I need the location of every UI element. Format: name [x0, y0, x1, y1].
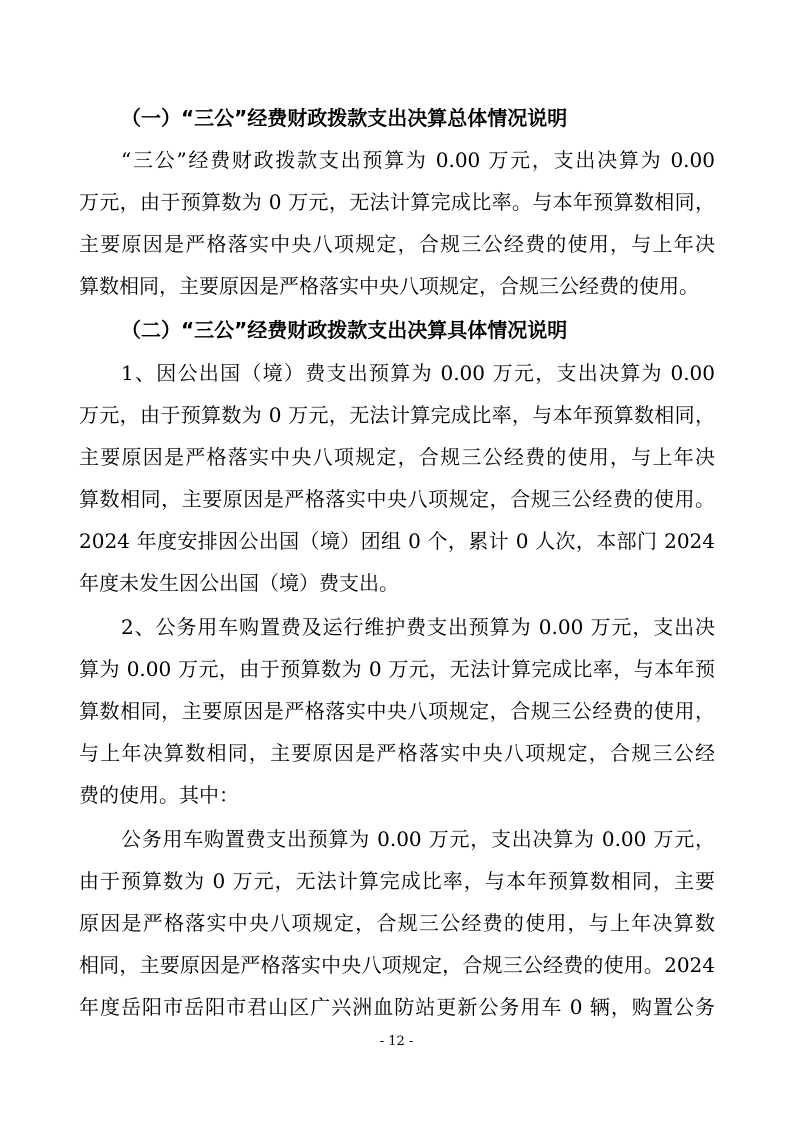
paragraph-line: “三公”经费财政拨款支出预算为 0.00 万元，支出决算为 0.00 [121, 148, 715, 172]
paragraph-line: 算数相同，主要原因是严格落实中央八项规定，合规三公经费的使用， [79, 699, 715, 723]
paragraph-line: 年度岳阳市岳阳市君山区广兴洲血防站更新公务用车 0 辆，购置公务 [79, 995, 715, 1019]
section-heading-overall: （一）“三公”经费财政拨款支出决算总体情况说明 [121, 106, 568, 130]
paragraph-line: 万元，由于预算数为 0 万元，无法计算完成比率，与本年预算数相同， [79, 403, 715, 427]
paragraph-line: 主要原因是严格落实中央八项规定，合规三公经费的使用，与上年决 [79, 445, 715, 469]
paragraph-line: 年度未发生因公出国（境）费支出。 [79, 571, 399, 595]
paragraph-line: 公务用车购置费支出预算为 0.00 万元，支出决算为 0.00 万元， [121, 827, 715, 851]
paragraph-line: 算数相同，主要原因是严格落实中央八项规定，合规三公经费的使用。 [79, 274, 699, 298]
paragraph-line: 主要原因是严格落实中央八项规定，合规三公经费的使用，与上年决 [79, 232, 715, 256]
paragraph-line: 算为 0.00 万元，由于预算数为 0 万元，无法计算完成比率，与本年预 [79, 657, 715, 681]
paragraph-line: 2、公务用车购置费及运行维护费支出预算为 0.00 万元，支出决 [121, 615, 715, 639]
paragraph-line: 原因是严格落实中央八项规定，合规三公经费的使用，与上年决算数 [79, 911, 715, 935]
paragraph-line: 相同，主要原因是严格落实中央八项规定，合规三公经费的使用。2024 [79, 953, 715, 977]
paragraph-line: 万元，由于预算数为 0 万元，无法计算完成比率。与本年预算数相同， [79, 190, 715, 214]
paragraph-line: 与上年决算数相同，主要原因是严格落实中央八项规定，合规三公经 [79, 741, 715, 765]
paragraph-line: 由于预算数为 0 万元，无法计算完成比率，与本年预算数相同，主要 [79, 869, 715, 893]
paragraph-line: 2024 年度安排因公出国（境）团组 0 个，累计 0 人次，本部门 2024 [79, 529, 715, 553]
paragraph-line: 算数相同，主要原因是严格落实中央八项规定，合规三公经费的使用。 [79, 487, 715, 511]
paragraph-line: 费的使用。其中： [79, 783, 239, 807]
section-heading-detail: （二）“三公”经费财政拨款支出决算具体情况说明 [121, 318, 568, 342]
page-number: - 12 - [379, 1034, 414, 1049]
paragraph-line: 1、因公出国（境）费支出预算为 0.00 万元，支出决算为 0.00 [121, 361, 715, 385]
